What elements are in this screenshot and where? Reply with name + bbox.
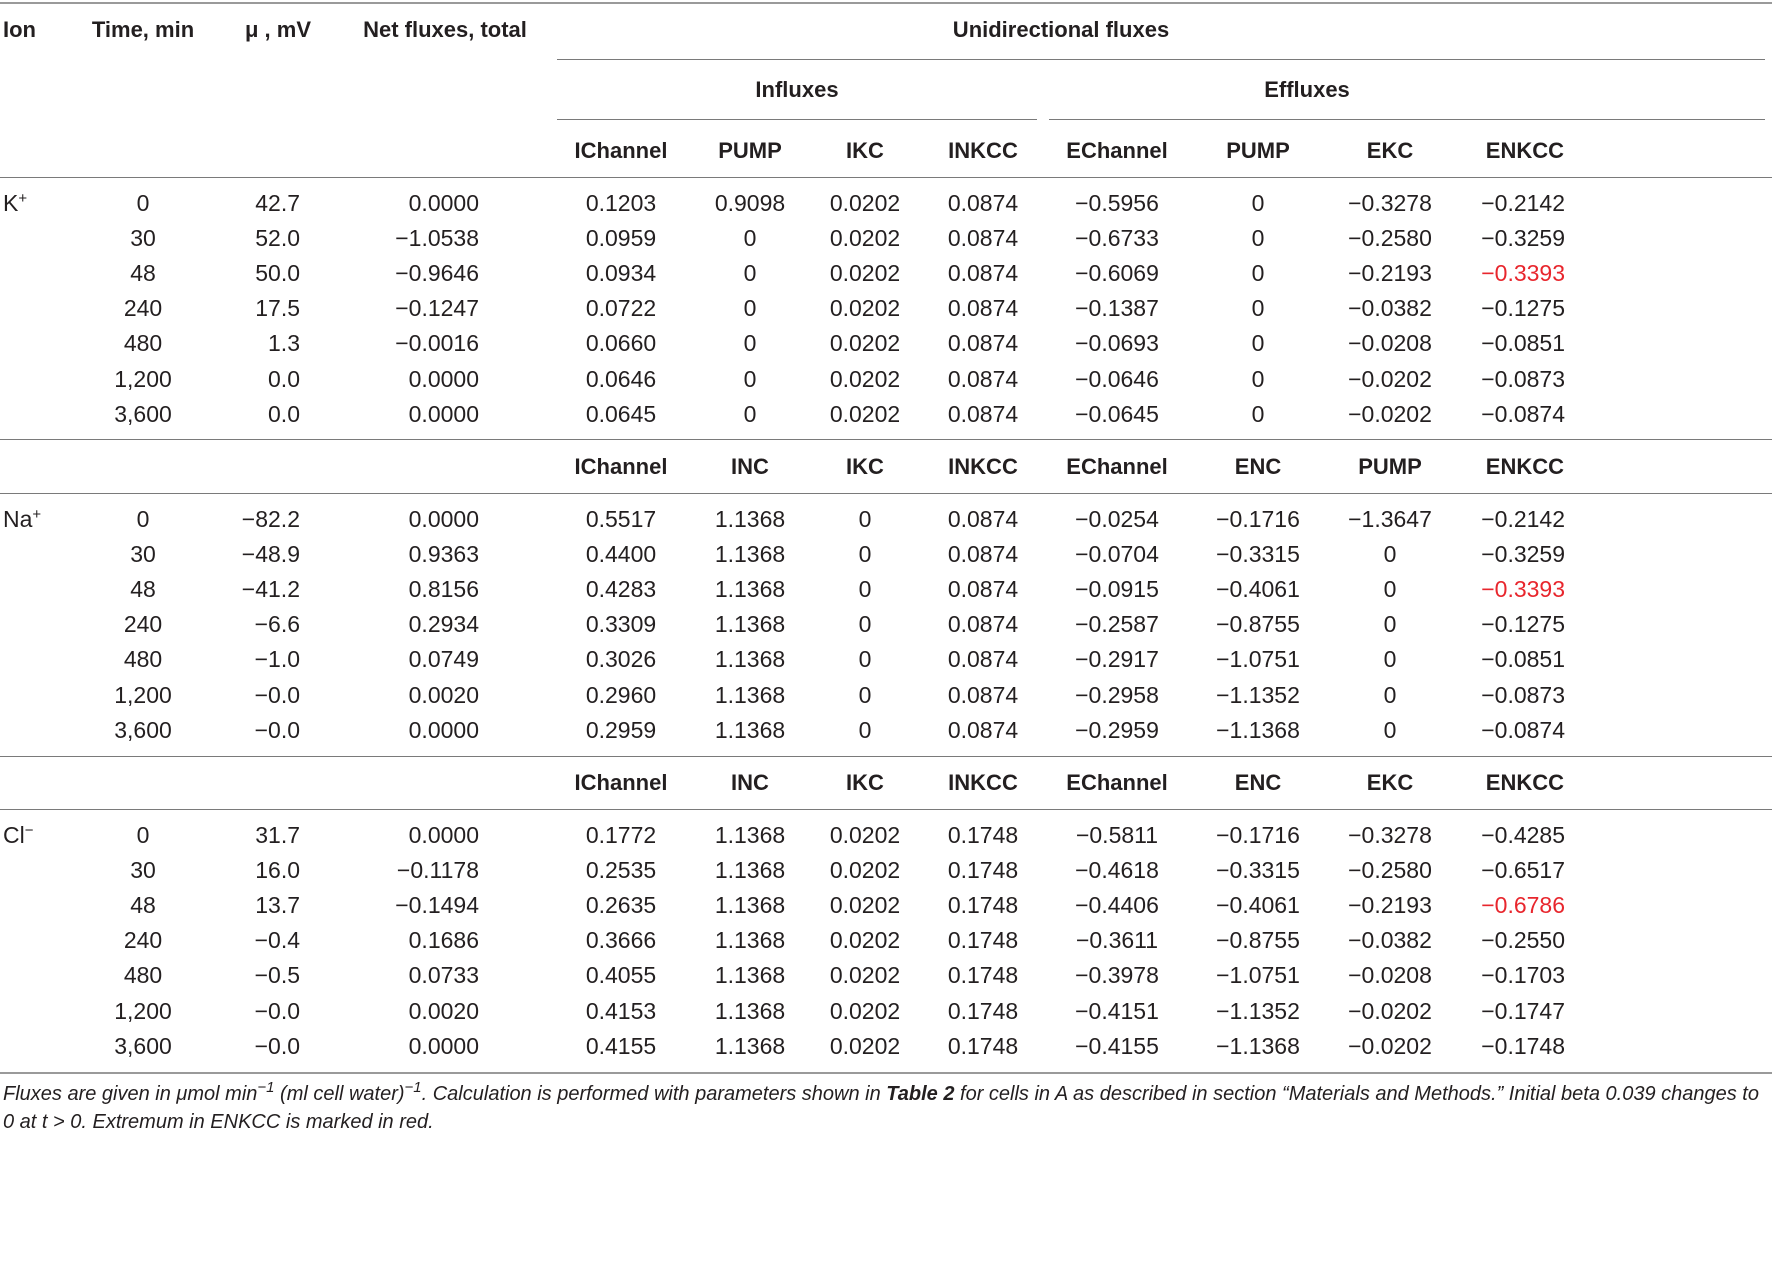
cell-ichannel: 0.2635: [585, 892, 657, 918]
cell-enkcc: −0.1275: [1481, 295, 1565, 321]
column-header-ikc: IKC: [846, 454, 884, 479]
cell-ichannel: 0.5517: [585, 506, 657, 532]
cell-ichannel: 0.4400: [585, 541, 657, 567]
cell-ikc: 0.0202: [829, 892, 901, 918]
cell-ekc: −0.0382: [1348, 295, 1432, 321]
column-header-enkcc: ENKCC: [1485, 138, 1564, 163]
cell-enkcc: −0.1275: [1481, 611, 1565, 637]
header-influxes: Influxes: [755, 77, 839, 102]
cell-inkcc: 0.0874: [947, 576, 1019, 602]
cell-time: 3,600: [114, 1033, 172, 1059]
column-header-ekc: EKC: [1366, 138, 1414, 163]
cell-pump: 0: [743, 330, 757, 356]
cell-inkcc: 0.1748: [947, 998, 1019, 1024]
cell-enkcc: −0.0874: [1481, 717, 1565, 743]
cell-ichannel: 0.0660: [585, 330, 657, 356]
cell-mu: −41.2: [241, 576, 300, 602]
cell-echannel: −0.6733: [1075, 225, 1159, 251]
cell-inkcc: 0.0874: [947, 682, 1019, 708]
cell-inc: 1.1368: [714, 927, 786, 953]
cell-time: 480: [123, 330, 163, 356]
cell-enc: −0.8755: [1216, 611, 1300, 637]
cell-net-flux: −0.1247: [395, 295, 479, 321]
cell-inkcc: 0.0874: [947, 366, 1019, 392]
cell-pump: 0: [743, 366, 757, 392]
cell-time: 480: [123, 646, 163, 672]
cell-enc: −0.4061: [1216, 892, 1300, 918]
column-header-inc: INC: [731, 770, 769, 795]
ion-label-na: Na+: [3, 506, 42, 532]
cell-ichannel: 0.0934: [585, 260, 657, 286]
cell-enc: −0.1716: [1216, 822, 1300, 848]
cell-ichannel: 0.3026: [585, 646, 657, 672]
cell-echannel: −0.0646: [1075, 366, 1159, 392]
cell-echannel: −0.5956: [1075, 190, 1159, 216]
cell-time: 240: [123, 295, 163, 321]
cell-ikc: 0.0202: [829, 190, 901, 216]
cell-enkcc: −0.2550: [1481, 927, 1565, 953]
cell-net-flux: 0.0020: [408, 682, 479, 708]
cell-net-flux: −0.9646: [395, 260, 479, 286]
cell-enkcc: −0.1748: [1481, 1033, 1565, 1059]
cell-ikc: 0.0202: [829, 857, 901, 883]
cell-time: 240: [123, 927, 163, 953]
cell-inkcc: 0.0874: [947, 611, 1019, 637]
cell-time: 30: [130, 225, 156, 251]
column-header-inkcc: INKCC: [948, 454, 1018, 479]
column-header-ikc: IKC: [846, 770, 884, 795]
cell-enc: −0.3315: [1216, 541, 1300, 567]
cell-pump: 0: [1383, 611, 1397, 637]
cell-echannel: −0.2958: [1075, 682, 1159, 708]
cell-time: 48: [130, 576, 156, 602]
cell-mu: −0.0: [254, 998, 300, 1024]
column-header-ekc: EKC: [1366, 770, 1414, 795]
cell-inkcc: 0.0874: [947, 401, 1019, 427]
header-ion: Ion: [3, 17, 36, 42]
cell-inkcc: 0.1748: [947, 892, 1019, 918]
column-header-echannel: EChannel: [1066, 454, 1168, 479]
cell-pump: 0: [1383, 646, 1397, 672]
rule-above-cl: [0, 756, 1772, 757]
cell-enkcc: −0.2142: [1481, 506, 1565, 532]
cell-mu: 52.0: [255, 225, 300, 251]
cell-ekc: −0.0202: [1348, 998, 1432, 1024]
cell-mu: −82.2: [241, 506, 300, 532]
cell-inkcc: 0.0874: [947, 295, 1019, 321]
cell-inc: 1.1368: [714, 576, 786, 602]
table-footnote: Fluxes are given in μmol $\min^{-1} (ml$ cell water)$^{-1}$. Calculation is performed with parameters shown in Table 2 for cells in A as described in section “Materials and Methods.” Initial beta 0.039 changes to 0 at t > 0. Extremum in ENKCC is marked in red.: [3, 1079, 1759, 1133]
cell-ekc: −0.2580: [1348, 225, 1432, 251]
cell-net-flux: 0.9363: [408, 541, 479, 567]
cell-enkcc: −0.4285: [1481, 822, 1565, 848]
cell-inc: 1.1368: [714, 892, 786, 918]
column-header-enkcc: ENKCC: [1485, 770, 1564, 795]
cell-mu: 1.3: [268, 330, 300, 356]
cell-inc: 1.1368: [714, 962, 786, 988]
cell-ichannel: 0.4155: [585, 1033, 657, 1059]
cell-time: 30: [130, 541, 156, 567]
cell-inc: 1.1368: [714, 998, 786, 1024]
cell-net-flux: 0.0020: [408, 998, 479, 1024]
cell-ekc: −0.3278: [1348, 822, 1432, 848]
cell-echannel: −0.0645: [1075, 401, 1159, 427]
cell-ikc: 0: [858, 682, 872, 708]
cell-ichannel: 0.1772: [585, 822, 657, 848]
cell-ikc: 0.0202: [829, 330, 901, 356]
cell-inc: 1.1368: [714, 717, 786, 743]
ion-label-k: K+: [3, 190, 28, 216]
cell-pump: 0: [1383, 682, 1397, 708]
cell-ichannel: 0.0646: [585, 366, 657, 392]
cell-inkcc: 0.0874: [947, 646, 1019, 672]
cell-net-flux: −0.1178: [396, 857, 479, 883]
cell-time: 1,200: [114, 366, 172, 392]
cell-ikc: 0.0202: [829, 927, 901, 953]
cell-time: 1,200: [114, 998, 172, 1024]
cell-time: 480: [123, 962, 163, 988]
cell-ichannel: 0.4055: [585, 962, 657, 988]
cell-net-flux: 0.0733: [408, 962, 479, 988]
cell-enkcc: −0.3259: [1481, 225, 1565, 251]
column-header-inkcc: INKCC: [948, 770, 1018, 795]
cell-pump: 0: [743, 295, 757, 321]
cell-pump: 0: [1251, 401, 1265, 427]
cell-enkcc: −0.6786: [1481, 892, 1565, 918]
cell-inkcc: 0.0874: [947, 225, 1019, 251]
cell-mu: 13.7: [255, 892, 300, 918]
cell-mu: 0.0: [268, 366, 300, 392]
cell-inc: 1.1368: [714, 506, 786, 532]
cell-ikc: 0.0202: [829, 225, 901, 251]
cell-enc: −1.1368: [1216, 1033, 1300, 1059]
header-net-fluxes: Net fluxes, total: [363, 17, 527, 42]
cell-pump: 0: [1251, 190, 1265, 216]
cell-ekc: −0.0208: [1348, 962, 1432, 988]
cell-net-flux: 0.8156: [408, 576, 479, 602]
cell-echannel: −0.4618: [1075, 857, 1159, 883]
cell-net-flux: 0.0749: [408, 646, 479, 672]
cell-enc: −1.0751: [1216, 646, 1300, 672]
cell-ikc: 0.0202: [829, 822, 901, 848]
column-header-ikc: IKC: [846, 138, 884, 163]
cell-time: 240: [123, 611, 163, 637]
cell-net-flux: 0.0000: [408, 366, 479, 392]
cell-pump: 0.9098: [714, 190, 786, 216]
cell-enkcc: −0.0873: [1481, 366, 1565, 392]
header-time: Time, min: [91, 17, 195, 42]
cell-net-flux: 0.0000: [408, 506, 479, 532]
cell-mu: −1.0: [254, 646, 300, 672]
cell-ekc: −0.3278: [1348, 190, 1432, 216]
rule-under-effluxes: [1049, 119, 1765, 120]
rule-below-columns-cl: [0, 809, 1772, 810]
cell-ikc: 0.0202: [829, 260, 901, 286]
cell-enkcc: −0.0874: [1481, 401, 1565, 427]
cell-enkcc: −0.2142: [1481, 190, 1565, 216]
cell-echannel: −0.2917: [1075, 646, 1159, 672]
cell-enkcc: −0.1747: [1481, 998, 1565, 1024]
cell-mu: −0.4: [254, 927, 300, 953]
cell-mu: −0.5: [254, 962, 300, 988]
cell-ichannel: 0.3309: [585, 611, 657, 637]
cell-net-flux: 0.0000: [408, 822, 479, 848]
cell-mu: 16.0: [255, 857, 300, 883]
table-top-rule: [0, 2, 1772, 4]
cell-ichannel: 0.0722: [585, 295, 657, 321]
cell-inkcc: 0.1748: [947, 822, 1019, 848]
cell-enkcc: −0.3259: [1481, 541, 1565, 567]
cell-ichannel: 0.4153: [585, 998, 657, 1024]
cell-echannel: −0.6069: [1075, 260, 1159, 286]
cell-inc: 1.1368: [714, 682, 786, 708]
cell-ekc: −0.0208: [1348, 330, 1432, 356]
cell-echannel: −0.2587: [1075, 611, 1159, 637]
column-header-pump: PUMP: [1358, 454, 1422, 479]
cell-ichannel: 0.3666: [585, 927, 657, 953]
cell-time: 0: [136, 822, 150, 848]
cell-net-flux: 0.0000: [408, 190, 479, 216]
cell-enc: −0.1716: [1216, 506, 1300, 532]
cell-time: 48: [130, 260, 156, 286]
cell-inkcc: 0.0874: [947, 260, 1019, 286]
cell-ekc: −0.2193: [1348, 260, 1432, 286]
cell-ikc: 0.0202: [829, 1033, 901, 1059]
cell-mu: −48.9: [241, 541, 300, 567]
cell-echannel: −0.0693: [1075, 330, 1159, 356]
column-header-ichannel: IChannel: [574, 138, 668, 163]
rule-above-na: [0, 439, 1772, 440]
cell-enc: −1.0751: [1216, 962, 1300, 988]
column-header-echannel: EChannel: [1066, 770, 1168, 795]
cell-ichannel: 0.2535: [585, 857, 657, 883]
rule-below-columns-na: [0, 493, 1772, 494]
column-header-ichannel: IChannel: [574, 770, 668, 795]
cell-echannel: −0.5811: [1075, 822, 1159, 848]
cell-echannel: −0.3611: [1075, 927, 1159, 953]
column-header-enkcc: ENKCC: [1485, 454, 1564, 479]
cell-inkcc: 0.0874: [947, 506, 1019, 532]
cell-echannel: −0.0254: [1075, 506, 1159, 532]
cell-time: 0: [136, 190, 150, 216]
cell-net-flux: 0.0000: [408, 401, 479, 427]
cell-ekc: −0.0382: [1348, 927, 1432, 953]
cell-mu: −6.6: [254, 611, 300, 637]
cell-mu: −0.0: [254, 682, 300, 708]
cell-inc: 1.1368: [714, 1033, 786, 1059]
ion-label-cl: Cl−: [3, 822, 34, 848]
table-reference: Table 2: [886, 1083, 955, 1105]
cell-enc: −1.1352: [1216, 998, 1300, 1024]
cell-time: 48: [130, 892, 156, 918]
cell-net-flux: 0.1686: [408, 927, 479, 953]
cell-echannel: −0.4406: [1075, 892, 1159, 918]
cell-echannel: −0.0704: [1075, 541, 1159, 567]
cell-enkcc: −0.3393: [1481, 576, 1565, 602]
cell-ikc: 0: [858, 541, 872, 567]
cell-inc: 1.1368: [714, 822, 786, 848]
cell-echannel: −0.4155: [1075, 1033, 1159, 1059]
cell-time: 30: [130, 857, 156, 883]
cell-net-flux: −1.0538: [395, 225, 479, 251]
cell-ikc: 0.0202: [829, 295, 901, 321]
cell-pump: 0: [1251, 260, 1265, 286]
header-effluxes: Effluxes: [1264, 77, 1350, 102]
cell-net-flux: 0.0000: [408, 1033, 479, 1059]
column-header-ichannel: IChannel: [574, 454, 668, 479]
header-mu: μ , mV: [244, 17, 312, 42]
cell-echannel: −0.2959: [1075, 717, 1159, 743]
cell-pump: 0: [1251, 330, 1265, 356]
cell-enc: −1.1368: [1216, 717, 1300, 743]
cell-echannel: −0.0915: [1075, 576, 1159, 602]
cell-pump: 0: [1383, 576, 1397, 602]
cell-echannel: −0.4151: [1075, 998, 1159, 1024]
cell-inkcc: 0.1748: [947, 927, 1019, 953]
cell-mu: 31.7: [255, 822, 300, 848]
column-header-pump: PUMP: [1226, 138, 1290, 163]
cell-inkcc: 0.0874: [947, 190, 1019, 216]
cell-pump: −1.3647: [1348, 506, 1432, 532]
cell-echannel: −0.1387: [1075, 295, 1159, 321]
cell-net-flux: 0.2934: [408, 611, 479, 637]
cell-time: 3,600: [114, 717, 172, 743]
cell-inkcc: 0.0874: [947, 541, 1019, 567]
cell-mu: 17.5: [255, 295, 300, 321]
table-bottom-rule: [0, 1072, 1772, 1074]
cell-time: 0: [136, 506, 150, 532]
cell-inkcc: 0.0874: [947, 717, 1019, 743]
cell-enkcc: −0.6517: [1481, 857, 1565, 883]
cell-enkcc: −0.0851: [1481, 330, 1565, 356]
cell-enkcc: −0.0873: [1481, 682, 1565, 708]
cell-inkcc: 0.1748: [947, 1033, 1019, 1059]
cell-echannel: −0.3978: [1075, 962, 1159, 988]
cell-pump: 0: [1251, 366, 1265, 392]
cell-enc: −0.4061: [1216, 576, 1300, 602]
column-header-pump: PUMP: [718, 138, 782, 163]
cell-ikc: 0: [858, 506, 872, 532]
cell-ekc: −0.0202: [1348, 366, 1432, 392]
cell-mu: 42.7: [255, 190, 300, 216]
cell-enc: −1.1352: [1216, 682, 1300, 708]
cell-net-flux: −0.1494: [395, 892, 479, 918]
cell-ekc: −0.2193: [1348, 892, 1432, 918]
cell-enc: −0.3315: [1216, 857, 1300, 883]
cell-ekc: −0.2580: [1348, 857, 1432, 883]
cell-ikc: 0: [858, 646, 872, 672]
cell-ichannel: 0.0959: [585, 225, 657, 251]
cell-ikc: 0: [858, 611, 872, 637]
cell-ekc: −0.0202: [1348, 1033, 1432, 1059]
cell-ichannel: 0.0645: [585, 401, 657, 427]
cell-ikc: 0.0202: [829, 401, 901, 427]
cell-ikc: 0.0202: [829, 366, 901, 392]
cell-enc: −0.8755: [1216, 927, 1300, 953]
cell-inc: 1.1368: [714, 857, 786, 883]
cell-time: 1,200: [114, 682, 172, 708]
column-header-enc: ENC: [1234, 454, 1282, 479]
cell-ikc: 0: [858, 717, 872, 743]
rule-below-columns-k: [0, 177, 1772, 178]
header-unidirectional: Unidirectional fluxes: [952, 17, 1170, 42]
cell-ichannel: 0.1203: [585, 190, 657, 216]
cell-enkcc: −0.3393: [1481, 260, 1565, 286]
cell-inkcc: 0.1748: [947, 857, 1019, 883]
cell-net-flux: 0.0000: [408, 717, 479, 743]
cell-ikc: 0: [858, 576, 872, 602]
cell-ikc: 0.0202: [829, 998, 901, 1024]
cell-mu: 0.0: [268, 401, 300, 427]
rule-under-influxes: [557, 119, 1037, 120]
cell-ikc: 0.0202: [829, 962, 901, 988]
cell-mu: −0.0: [254, 1033, 300, 1059]
column-header-echannel: EChannel: [1066, 138, 1168, 163]
cell-ekc: −0.0202: [1348, 401, 1432, 427]
cell-pump: 0: [1383, 717, 1397, 743]
cell-mu: −0.0: [254, 717, 300, 743]
column-header-inc: INC: [731, 454, 769, 479]
cell-inc: 1.1368: [714, 541, 786, 567]
cell-pump: 0: [743, 225, 757, 251]
cell-inc: 1.1368: [714, 646, 786, 672]
cell-pump: 0: [1383, 541, 1397, 567]
cell-enkcc: −0.1703: [1481, 962, 1565, 988]
cell-net-flux: −0.0016: [395, 330, 479, 356]
cell-time: 3,600: [114, 401, 172, 427]
column-header-enc: ENC: [1234, 770, 1282, 795]
cell-inkcc: 0.1748: [947, 962, 1019, 988]
cell-inkcc: 0.0874: [947, 330, 1019, 356]
cell-mu: 50.0: [255, 260, 300, 286]
cell-ichannel: 0.2959: [585, 717, 657, 743]
cell-pump: 0: [743, 401, 757, 427]
cell-enkcc: −0.0851: [1481, 646, 1565, 672]
rule-under-unidirectional: [557, 59, 1765, 60]
cell-inc: 1.1368: [714, 611, 786, 637]
cell-pump: 0: [1251, 225, 1265, 251]
cell-ichannel: 0.2960: [585, 682, 657, 708]
cell-pump: 0: [1251, 295, 1265, 321]
cell-pump: 0: [743, 260, 757, 286]
cell-ichannel: 0.4283: [585, 576, 657, 602]
column-header-inkcc: INKCC: [948, 138, 1018, 163]
